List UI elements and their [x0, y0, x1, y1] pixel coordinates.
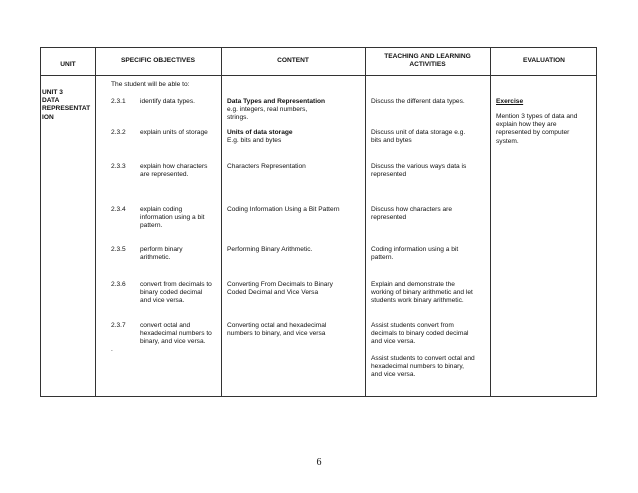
header-content: CONTENT — [277, 57, 309, 64]
stray-mark: . — [111, 346, 113, 353]
activity-text: Discuss the various ways data is represented — [371, 163, 467, 179]
column-divider — [221, 48, 222, 396]
page-number: 6 — [316, 457, 322, 468]
objective-text: perform binary arithmetic. — [140, 246, 183, 262]
content-title: Units of data storage — [227, 129, 293, 136]
content-body: Characters Representation — [227, 163, 306, 170]
column-divider — [490, 48, 491, 396]
activity-text: Assist students convert from decimals to binary coded decimal and vice versa. Assist students to convert octal and hexadecimal numbers to binary, and vice versa. — [371, 322, 475, 379]
objective-number: 2.3.1 — [111, 98, 126, 105]
header-evaluation: EVALUATION — [523, 57, 565, 64]
objectives-table — [40, 47, 597, 397]
column-divider — [95, 48, 96, 396]
content-body: Converting From Decimals to Binary Coded Decimal and Vice Versa — [227, 281, 333, 297]
activity-text: Discuss the different data types. — [371, 98, 465, 105]
activity-text: Discuss unit of data storage e.g. bits and bytes — [371, 129, 466, 145]
objective-number: 2.3.6 — [111, 281, 126, 288]
content-title: Data Types and Representation — [227, 98, 326, 105]
column-divider — [365, 48, 366, 396]
header-unit: UNIT — [60, 61, 76, 68]
activity-text: Coding information using a bit pattern. — [371, 246, 459, 262]
objective-number: 2.3.3 — [111, 163, 126, 170]
objective-text: convert octal and hexadecimal numbers to binary, and vice versa. — [140, 322, 212, 346]
header-teaching: TEACHING AND LEARNING ACTIVITIES — [384, 53, 471, 68]
objective-number: 2.3.4 — [111, 206, 126, 213]
objective-text: identify data types. — [140, 98, 195, 105]
objective-text: explain units of storage — [140, 129, 208, 136]
evaluation-body: Mention 3 types of data and explain how they are represented by computer system. — [496, 113, 578, 145]
content-body: Coding Information Using a Bit Pattern — [227, 206, 340, 213]
objective-text: convert from decimals to binary coded decimal and vice versa. — [140, 281, 212, 305]
objective-number: 2.3.2 — [111, 129, 126, 136]
activity-text: Explain and demonstrate the working of binary arithmetic and let students work binary arithmetic. — [371, 281, 473, 305]
content-body: Performing Binary Arithmetic. — [227, 246, 313, 253]
header-divider — [41, 75, 596, 76]
content-body: e.g. integers, real numbers, strings. — [227, 106, 308, 122]
content-body: Converting octal and hexadecimal numbers to binary, and vice versa — [227, 322, 327, 338]
unit-label: UNIT 3 DATA REPRESENTAT ION — [42, 89, 91, 121]
evaluation-title: Exercise — [496, 98, 524, 105]
header-objectives: SPECIFIC OBJECTIVES — [120, 57, 195, 64]
objective-number: 2.3.7 — [111, 322, 126, 329]
content-body: E.g. bits and bytes — [227, 137, 282, 144]
objective-text: explain coding information using a bit pattern. — [140, 206, 205, 230]
objective-text: explain how characters are represented. — [140, 163, 208, 179]
activity-text: Discuss how characters are represented — [371, 206, 452, 222]
objective-number: 2.3.5 — [111, 246, 126, 253]
intro-text: The student will be able to: — [111, 81, 190, 88]
